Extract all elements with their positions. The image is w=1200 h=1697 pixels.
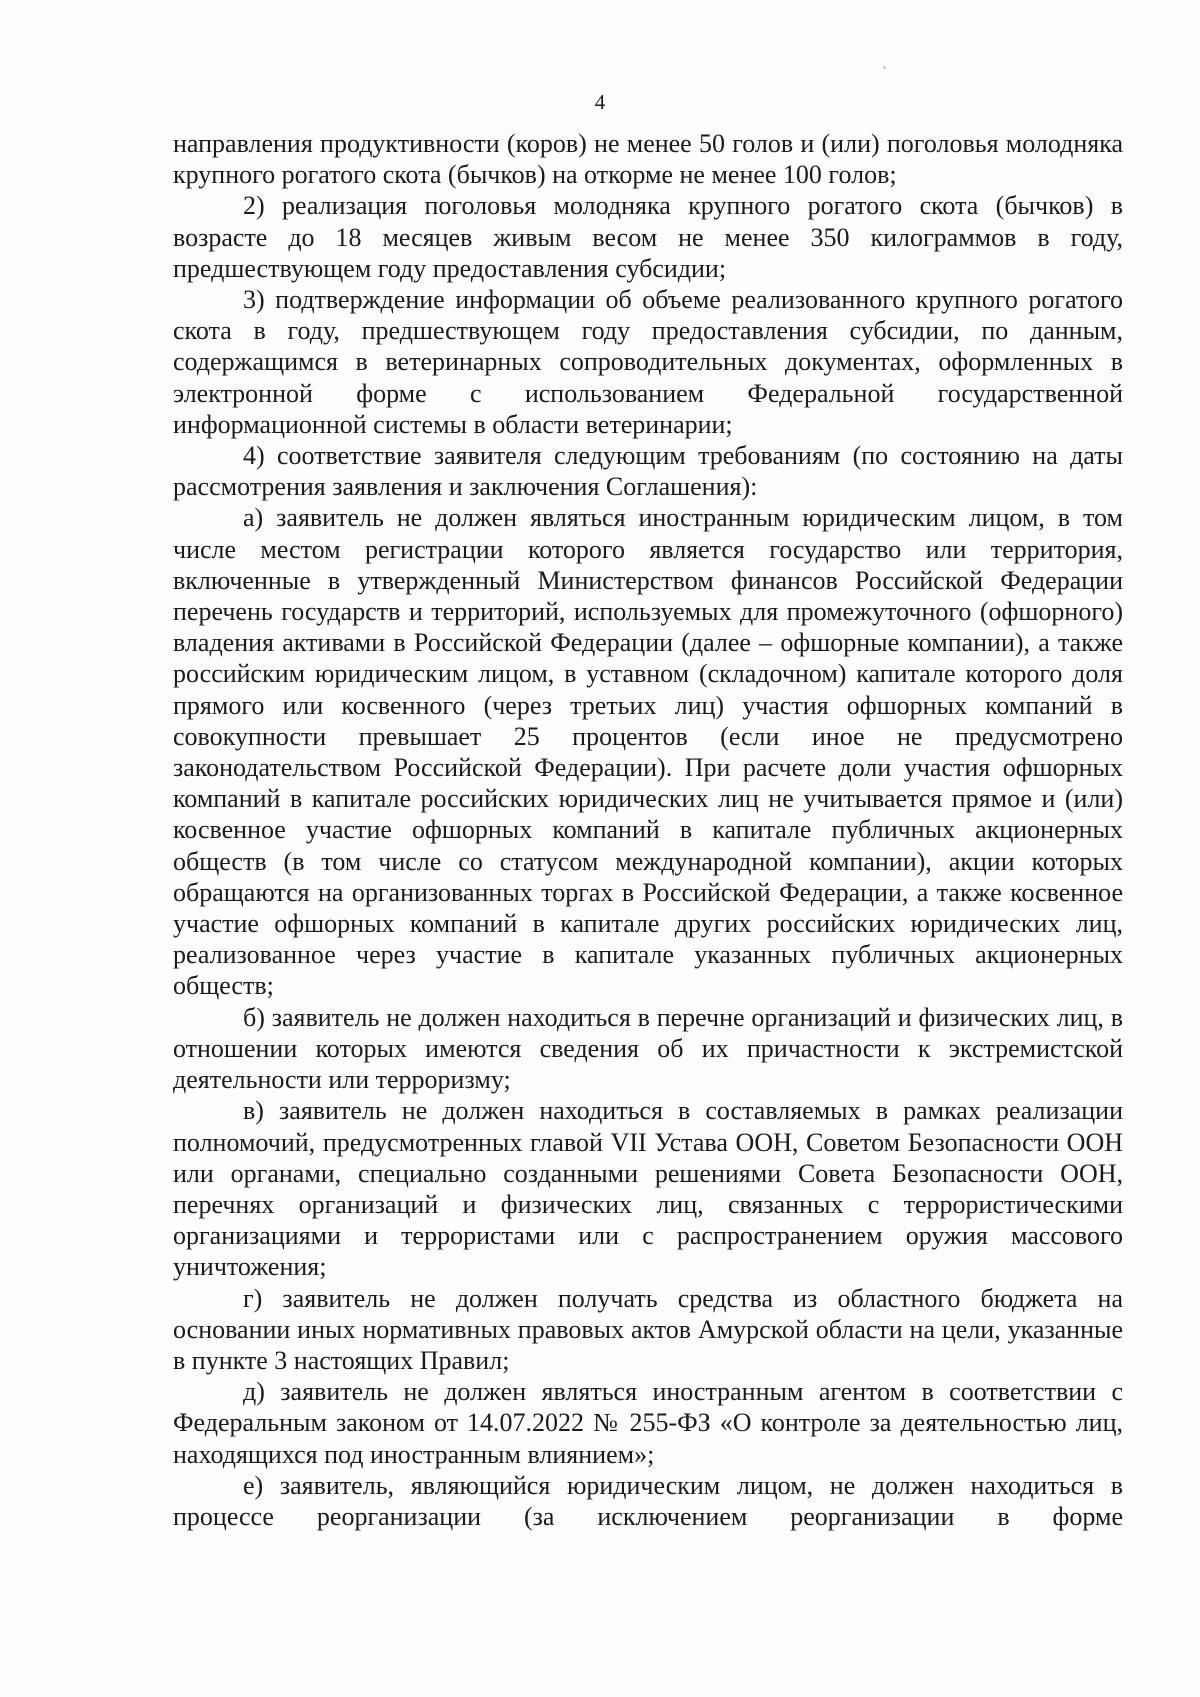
paragraph-subitem-b: б) заявитель не должен находиться в перечне организаций и физических лиц, в отношении которых имеются сведения об их причастности к экстремистской деятельности или терроризму;	[173, 1002, 1123, 1095]
scan-artifact	[883, 66, 886, 69]
paragraph-subitem-d: д) заявитель не должен являться иностранным агентом в соответствии с Федеральным законом от 14.07.2022 № 255-ФЗ «О контроле за деятельностью лиц, находящихся под иностранным влиянием»;	[173, 1377, 1123, 1469]
document-body	[173, 128, 1123, 1532]
paragraph-item-2: 2) реализация поголовья молодняка крупного рогатого скота (бычков) в возрасте до 18 месяцев живым весом не менее 350 килограммов в году, предшествующем году предоставления субсидии;	[173, 191, 1123, 283]
page-number: 4	[594, 90, 606, 114]
paragraph-herd-size: направления продуктивности (коров) не менее 50 голов и (или) поголовья молодняка крупного рогатого скота (бычков) на откорме не менее 100 голов;	[173, 129, 1123, 190]
paragraph-item-4: 4) соответствие заявителя следующим требованиям (по состоянию на даты рассмотрения заявления и заключения Соглашения):	[173, 441, 1123, 502]
paragraph-subitem-a: а) заявитель не должен являться иностранным юридическим лицом, в том числе местом регистрации которого является государство или территория, включенные в утвержденный Министерством финансов Российской Федерации перечень государств и территорий, используемых для промежуточного (офшорного) владения активами в Российской Федерации (далее – офшорные компании), а также российским юридическим лицом, в уставном (складочном) капитале которого доля прямого или косвенного (через третьих лиц) участия офшорных компаний в совокупности превышает 25 процентов (если иное не предусмотрено законодательством Российской Федерации). При расчете доли участия офшорных компаний в капитале российских юридических лиц не учитывается прямое и (или) косвенное участие офшорных компаний в капитале публичных акционерных обществ (в том числе со статусом международной компании), акции которых обращаются на организованных торгах в Российской Федерации, а также косвенное участие офшорных компаний в капитале других российских юридических лиц, реализованное через участие в капитале указанных публичных акционерных обществ;	[173, 503, 1123, 1001]
paragraph-subitem-v: в) заявитель не должен находиться в составляемых в рамках реализации полномочий, предусмотренных главой VII Устава ООН, Советом Безопасности ООН или органами, специально созданными решениями Совета Безопасности ООН, перечнях организаций и физических лиц, связанных с террористическими организациями и террористами или с распространением оружия массового уничтожения;	[173, 1096, 1123, 1282]
paragraph-item-3: 3) подтверждение информации об объеме реализованного крупного рогатого скота в году, предшествующем году предоставления субсидии, по данным, содержащимся в ветеринарных сопроводительных документах, оформленных в электронной форме с использованием Федеральной государственной информационной системы в области ветеринарии;	[173, 285, 1123, 439]
paragraph-subitem-g: г) заявитель не должен получать средства из областного бюджета на основании иных нормативных правовых актов Амурской области на цели, указанные в пункте 3 настоящих Правил;	[173, 1283, 1123, 1375]
paragraph-subitem-e: е) заявитель, являющийся юридическим лицом, не должен находиться в процессе реорганизации (за исключением реорганизации в форме	[173, 1470, 1123, 1531]
